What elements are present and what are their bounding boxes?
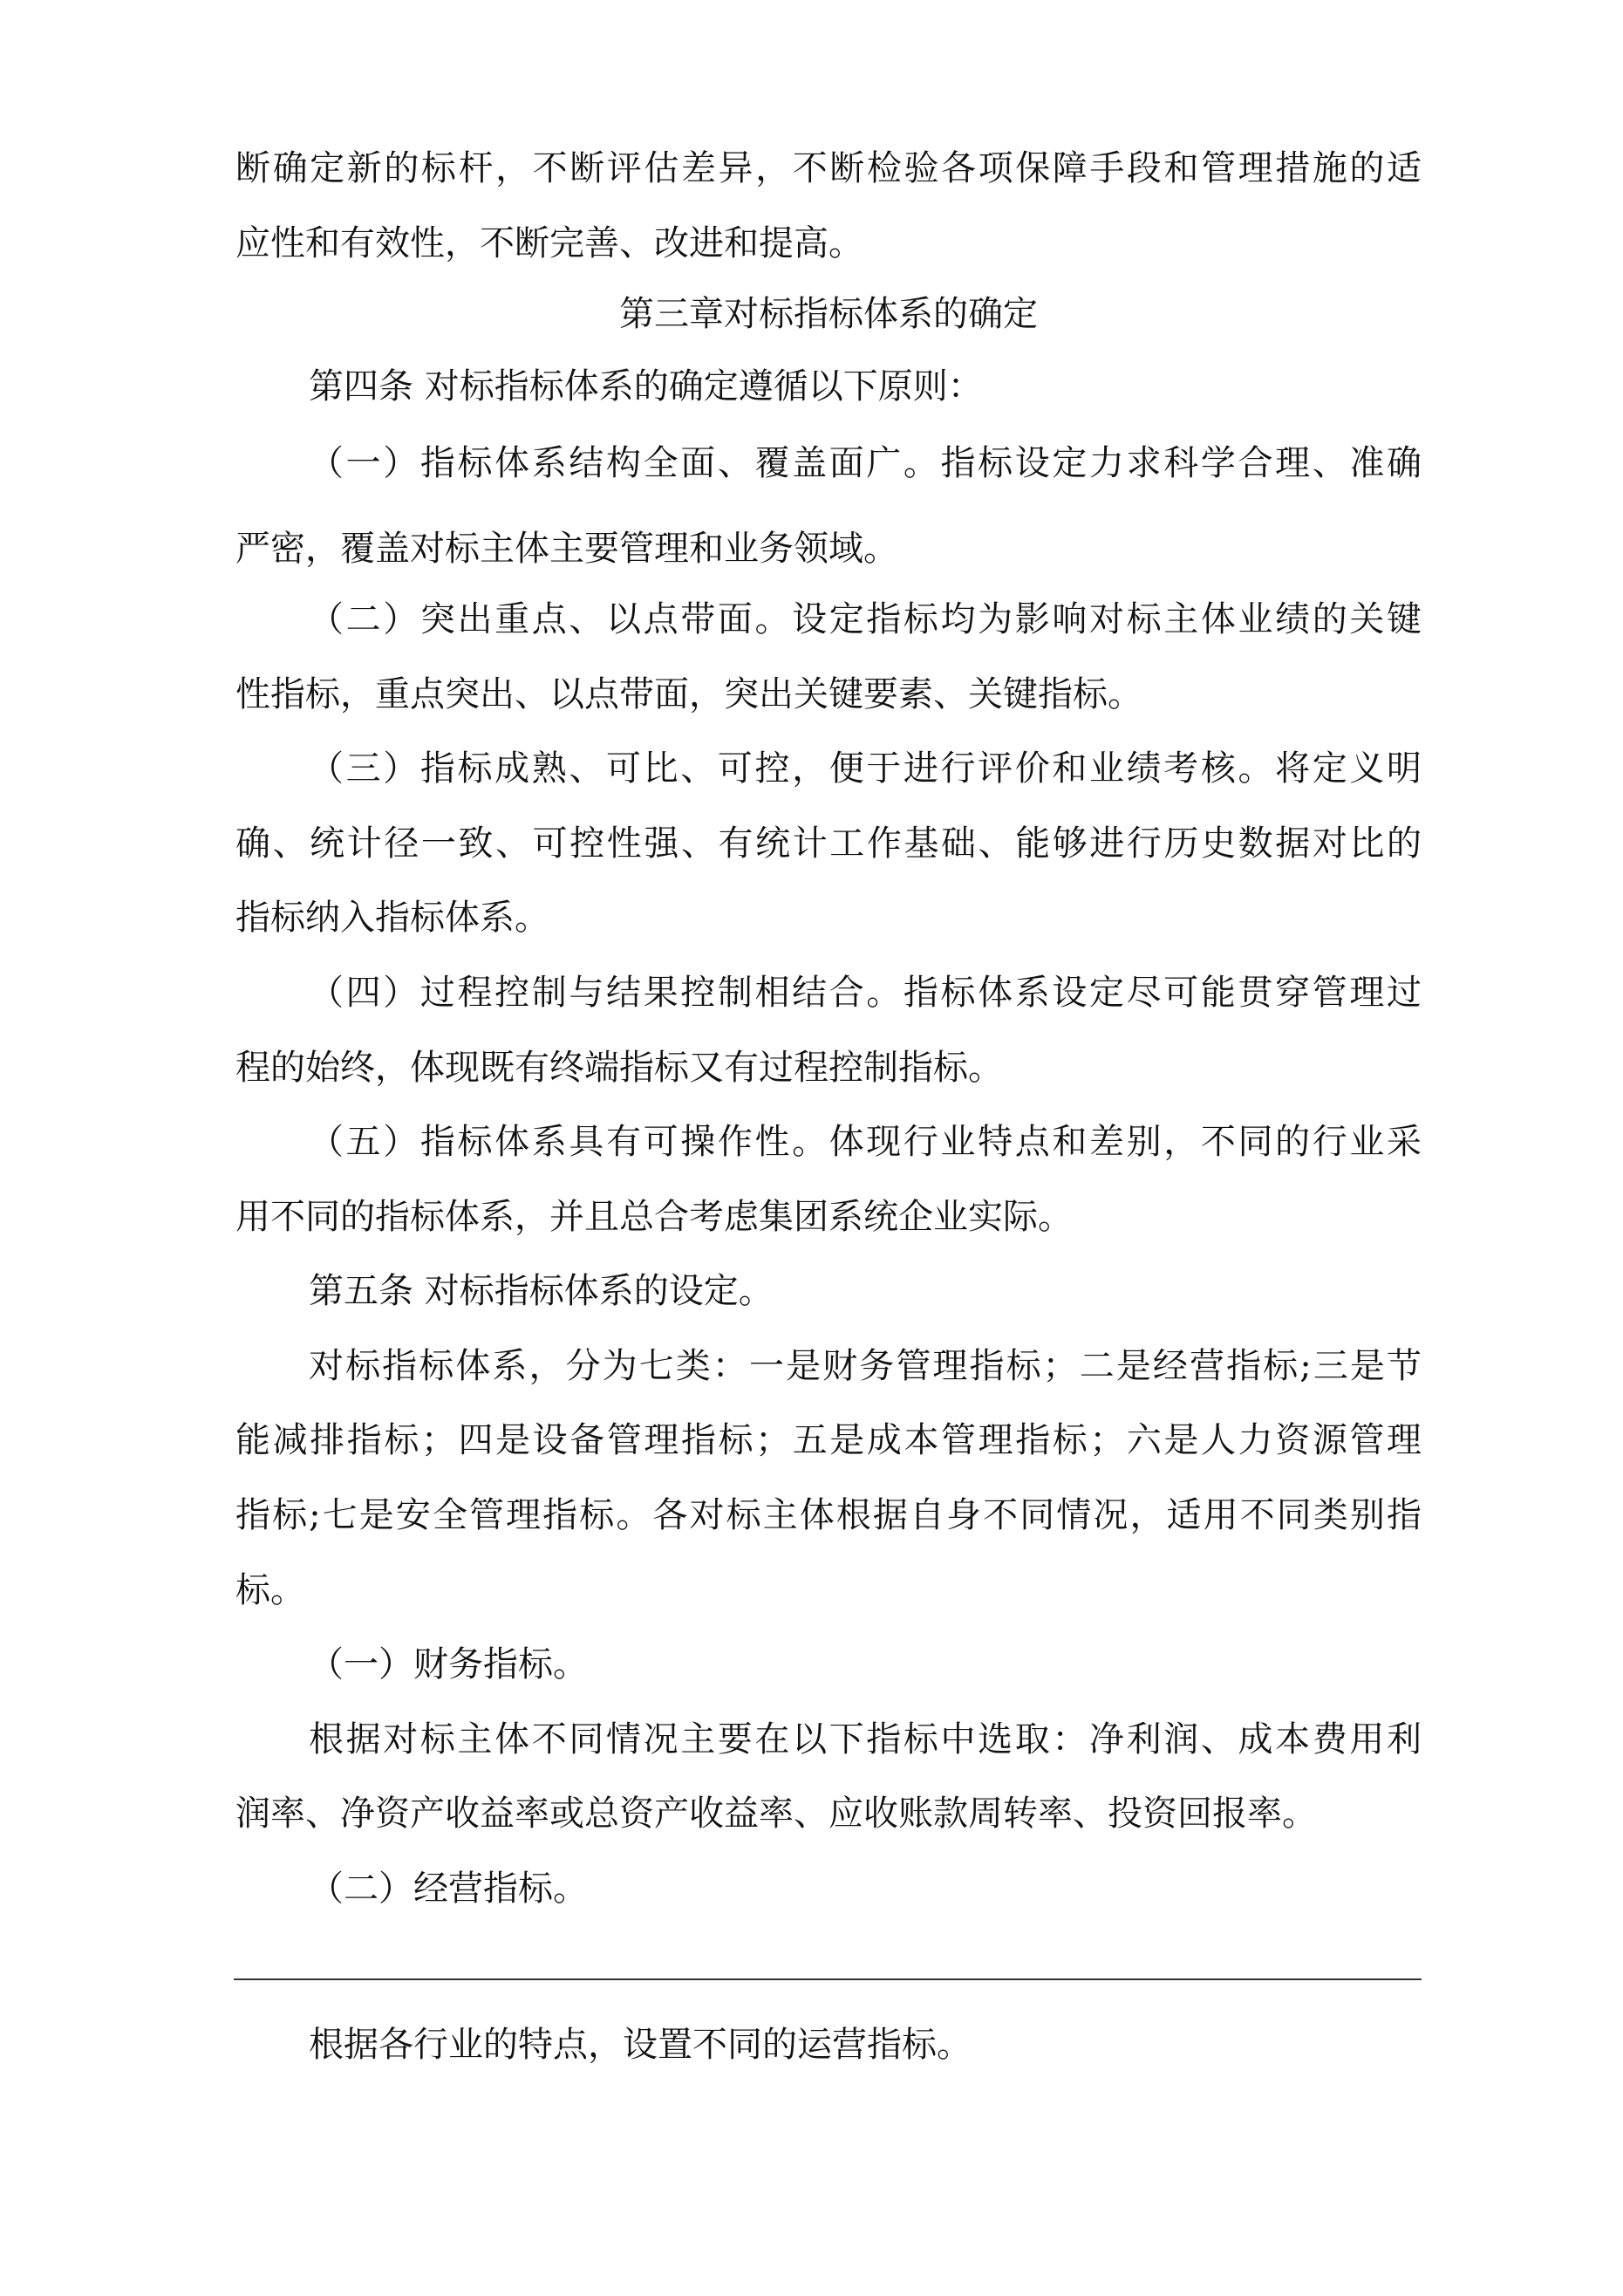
paragraph-line: 用不同的指标体系，并且总合考虑集团系统企业实际。 [235,1197,1073,1237]
section-heading: （二）经营指标。 [309,1869,588,1909]
paragraph-line: 根据各行业的特点，设置不同的运营指标。 [309,2025,972,2065]
paragraph-line: 对标指标体系，分为七类：一是财务管理指标；二是经营指标;三是节 [309,1346,1422,1386]
paragraph-line: 标。 [235,1570,305,1610]
paragraph-line: 指标;七是安全管理指标。各对标主体根据自身不同情况，适用不同类别指 [235,1495,1422,1535]
section-heading: （一）财务指标。 [309,1644,588,1684]
paragraph-line: 程的始终，体现既有终端指标又有过程控制指标。 [235,1048,1003,1088]
paragraph-line: 润率、净资产收益率或总资产收益率、应收账款周转率、投资回报率。 [235,1794,1317,1834]
paragraph-line: 应性和有效性，不断完善、改进和提高。 [235,223,863,263]
paragraph-line: 确、统计径一致、可控性强、有统计工作基础、能够进行历史数据对比的 [235,823,1422,864]
paragraph-line: 断确定新的标杆，不断评估差异，不断检验各项保障手段和管理措施的适 [235,148,1422,188]
chapter-heading: 第三章对标指标体系的确定 [619,294,1038,334]
article-heading: 第四条 对标指标体系的确定遵循以下原则： [309,366,983,407]
paragraph-line: （五）指标体系具有可操作性。体现行业特点和差别，不同的行业采 [309,1122,1422,1162]
paragraph-line: 指标纳入指标体系。 [235,898,549,938]
paragraph-line: （三）指标成熟、可比、可控，便于进行评价和业绩考核。将定义明 [309,748,1422,789]
paragraph-line: （二）突出重点、以点带面。设定指标均为影响对标主体业绩的关键 [309,599,1422,639]
paragraph-line: 根据对标主体不同情况主要在以下指标中选取：净利润、成本费用利 [309,1719,1422,1760]
paragraph-line: 严密，覆盖对标主体主要管理和业务领域。 [235,529,898,569]
paragraph-line: 能减排指标；四是设备管理指标；五是成本管理指标；六是人力资源管理 [235,1420,1422,1460]
page-divider [234,1978,1422,1980]
paragraph-line: （一）指标体系结构全面、覆盖面广。指标设定力求科学合理、准确 [309,443,1422,483]
paragraph-line: 性指标，重点突出、以点带面，突出关键要素、关键指标。 [235,674,1142,714]
paragraph-line: （四）过程控制与结果控制相结合。指标体系设定尽可能贯穿管理过 [309,973,1422,1013]
article-heading: 第五条 对标指标体系的设定。 [309,1271,774,1311]
